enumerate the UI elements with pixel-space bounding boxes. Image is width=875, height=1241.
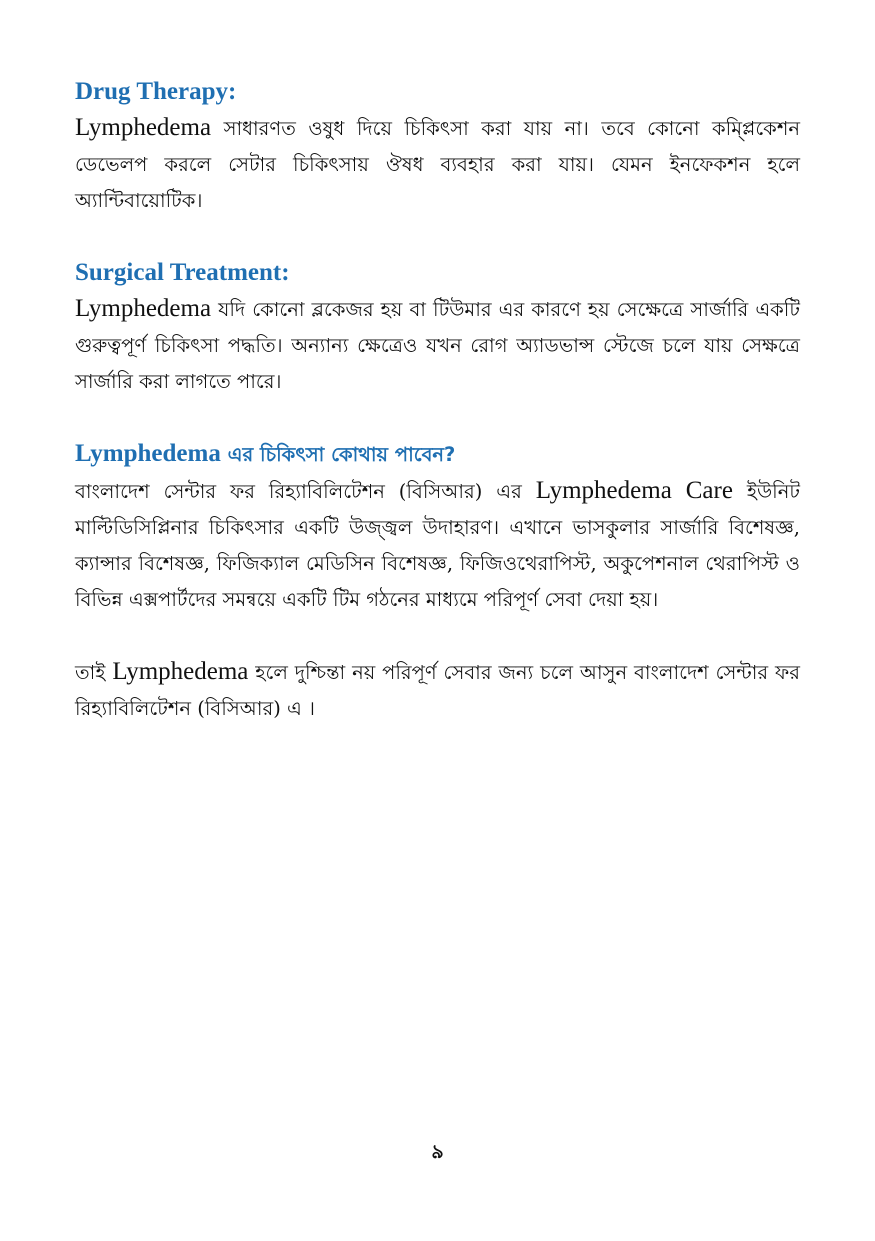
surgical-treatment-section: [75, 255, 800, 400]
treatment-location-section: [75, 436, 800, 618]
treatment-location-heading: [75, 436, 800, 473]
closing-pre: তাই: [75, 661, 113, 684]
treatment-location-body-latin: Lymphedema Care: [535, 477, 733, 504]
closing-section: [75, 654, 800, 727]
treatment-location-heading-latin: Lymphedema: [75, 440, 221, 467]
treatment-location-body-post: ইউনিট মাল্টিডিসিপ্লিনার চিকিৎসার একটি উজ্জ্বল উদাহারণ। এখানে ভাসকুলার সার্জারি বিশেষজ্ঞ, ক্যান্সার বিশেষজ্ঞ, ফিজিক্যাল মেডিসিন বিশেষজ্ঞ, ফিজিওথেরাপিস্ট, অকুপেশনাল থেরাপিস্ট ও বিভিন্ন এক্সপার্টদের সমন্বয়ে একটি টিম গঠনের মাধ্যমে পরিপূর্ণ সেবা দেয়া হয়।: [75, 480, 801, 611]
treatment-location-heading-bengali: এর চিকিৎসা কোথায় পাবেন?: [220, 443, 456, 466]
surgical-treatment-body: যদি কোনো ব্লকেজর হয় বা টিউমার এর কারণে হয় সেক্ষেত্রে সার্জারি একটি গুরুত্বপূর্ণ চিকিৎসা পদ্ধতি। অন্যান্য ক্ষেত্রেও যখন রোগ অ্যাডভান্স স্টেজে চলে যায় সেক্ষত্রে সার্জারি করা লাগতে পারে।: [75, 298, 800, 393]
document-page: [75, 74, 800, 727]
drug-therapy-lead-term: Lymphedema: [75, 114, 212, 141]
surgical-treatment-lead-term: Lymphedema: [75, 295, 212, 322]
closing-post: হলে দুশ্চিন্তা নয় পরিপূর্ণ সেবার জন্য চলে আসুন বাংলাদেশ সেন্টার ফর রিহ্যাবিলিটেশন (বিসিআর) এ ।: [75, 661, 800, 720]
drug-therapy-section: [75, 74, 800, 219]
treatment-location-paragraph: [75, 473, 800, 618]
drug-therapy-paragraph: [75, 110, 800, 219]
drug-therapy-body: সাধারণত ওষুধ দিয়ে চিকিৎসা করা যায় না। তবে কোনো কম্প্লিকেশন ডেভেলপ করলে সেটার চিকিৎসায় ঔষধ ব্যবহার করা যায়। যেমন ইনফেকশন হলে অ্যান্টিবায়োটিক।: [75, 117, 800, 212]
closing-latin: Lymphedema: [112, 658, 249, 685]
closing-paragraph: [75, 654, 800, 727]
surgical-treatment-heading: Surgical Treatment:: [75, 259, 290, 286]
treatment-location-body-pre: বাংলাদেশ সেন্টার ফর রিহ্যাবিলিটেশন (বিসিআর) এর: [75, 480, 536, 503]
surgical-treatment-paragraph: [75, 291, 800, 400]
page-number: ৯: [431, 1141, 444, 1163]
drug-therapy-heading: Drug Therapy:: [75, 78, 237, 105]
